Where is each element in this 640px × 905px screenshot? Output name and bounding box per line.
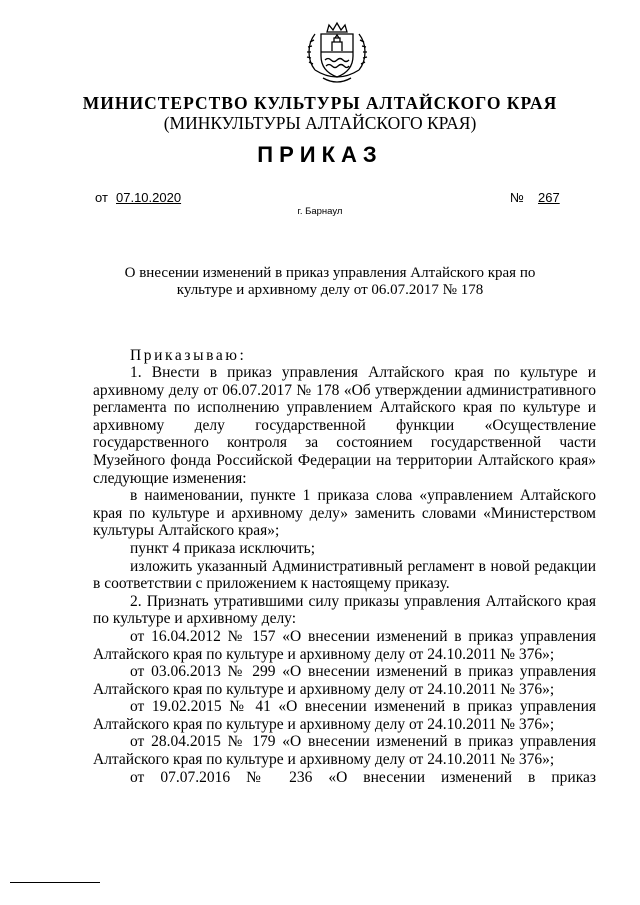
paragraph-new-edition: изложить указанный Административный регламент в новой редакции в соответствии с приложением к настоящему приказу.: [93, 557, 596, 593]
repealed-order-item: от 16.04.2012 № 157 «О внесении изменений в приказ управления Алтайского края по культуре и архивному делу от 24.10.2011 № 376»;: [93, 627, 596, 663]
paragraph-item-1: 1. Внести в приказ управления Алтайского края по культуре и архивному делу от 06.07.2017 № 178 «Об утверждении административного регламента по исполнению управлением Алтайского края по культуре и архивному делу государственной функции «Осуществление государственного контроля за состоянием государственной части Музейного фонда Российской Федерации на территории Алтайского края» следующие изменения:: [93, 364, 596, 487]
subject-line-1: О внесении изменений в приказ управления Алтайского края по: [124, 265, 536, 281]
subject-line-2: культуре и архивному делу от 06.07.2017 № 178: [176, 282, 484, 298]
date-prefix: от: [95, 190, 108, 205]
paragraph-item-2: 2. Признать утратившими силу приказы управления Алтайского края по культуре и архивному делу:: [93, 592, 596, 628]
document-type-title: ПРИКАЗ: [257, 142, 383, 167]
document-number: 267: [538, 190, 560, 205]
document-subject: [110, 265, 550, 299]
ministry-name: МИНИСТЕРСТВО КУЛЬТУРЫ АЛТАЙСКОГО КРАЯ: [82, 93, 558, 113]
repealed-order-item: от 28.04.2015 № 179 «О внесении изменений в приказ управления Алтайского края по культуре и архивному делу от 24.10.2011 № 376»;: [93, 733, 596, 769]
altai-coat-of-arms-emblem: [301, 18, 373, 90]
document-date: 07.10.2020: [116, 190, 182, 205]
footer-rule: [10, 882, 100, 883]
document-body: [93, 364, 596, 786]
ministry-short-name: (МИНКУЛЬТУРЫ АЛТАЙСКОГО КРАЯ): [163, 113, 477, 133]
paragraph-rename: в наименовании, пункте 1 приказа слова «управлением Алтайского края по культуре и архивному делу» заменить словами «Министерством культуры Алтайского края»;: [93, 487, 596, 540]
repealed-order-item: от 19.02.2015 № 41 «О внесении изменений в приказ управления Алтайского края по культуре и архивному делу от 24.10.2011 № 376»;: [93, 698, 596, 733]
city-name: г. Барнаул: [297, 206, 343, 217]
repealed-order-item-partial: от 07.07.2016 № 236 «О внесении изменений в приказ: [130, 768, 596, 786]
repealed-order-item: от 03.06.2013 № 299 «О внесении изменений в приказ управления Алтайского края по культуре и архивному делу от 24.10.2011 № 376»;: [93, 663, 596, 698]
number-prefix: №: [510, 190, 524, 205]
order-directive-word: Приказываю:: [130, 347, 247, 364]
paragraph-exclude: пункт 4 приказа исключить;: [130, 539, 316, 557]
